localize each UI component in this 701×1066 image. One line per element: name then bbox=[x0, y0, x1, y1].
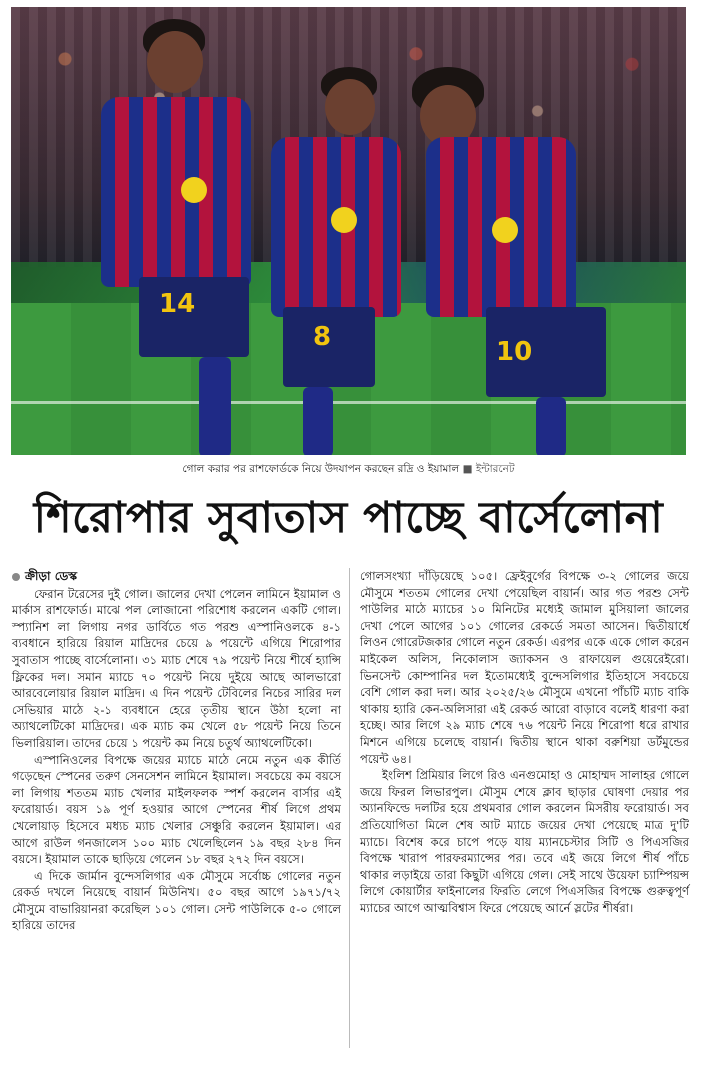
paragraph-2: এস্পানিওলের বিপক্ষে জয়ের ম্যাচে মাঠে নেমে নতুন এক কীর্তি গড়েছেন স্পেনের তরুণ সেনসেশন লামিনে ইয়ামাল। সবচেয়ে কম বয়সে লা লিগায় শততম ম্যাচ খেলার মাইলফলক স্পর্শ করলেন বার্সার এই ফরোয়ার্ড। বয়স ১৯ পূর্ণ হওয়ার আগে স্পেনের শীর্ষ লিগে প্রথম খেলোয়াড় হিসেবে মধ্যচ ম্যাচ খেলার সেঞ্চুরি করলেন ইয়ামাল। এর আগে রাউল গনজালেস ১০০ ম্যাচ খেলেছিলেন ১৯ বছর ২৮৪ দিন বয়সে। ইয়ামাল তাকে ছাড়িয়ে গেলেন ১৮ বছর ২৭২ দিন বয়সে। bbox=[12, 752, 341, 867]
headline: শিরোপার সুবাতাস পাচ্ছে বার্সেলোনা bbox=[33, 493, 664, 543]
paragraph-1: ফেরান টরেসের দুই গোল। জালের দেখা পেলেন লামিনে ইয়ামাল ও মার্কাস রাশফোর্ড। মাঝে পল লোজানো পরিশোধ করলেন একটি গোল। স্প্যানিশ লা লিগায় নগর ডার্বিতে গত পরশু এস্পানিওলকে ৪-১ ব্যবধানে হারিয়ে রিয়াল মাদ্রিদের চেয়ে ৯ পয়েন্টে এগিয়ে শিরোপার সুবাতাস পাচ্ছে বার্সেলোনা। ৩১ ম্যাচ শেষে ৭৯ পয়েন্ট নিয়ে শীর্ষে হ্যান্সি ফ্লিকের দল। সমান ম্যাচে ৭০ পয়েন্ট নিয়ে দুইয়ে আছে আলভারো আরবেলোয়ার রিয়াল মাদ্রিদ। এ দিন পয়েন্ট টেবিলের নিচের সারির দল সেভিয়ার মাঠে ২-১ ব্যবধানে হেরে তৃতীয় স্থানে উঠা হলো না অ্যাথলেটিকো মাদ্রিদের। এক ম্যাচ কম খেলে ৫৮ পয়েন্ট নিয়ে তিনে ভিলারিয়াল। তাদের চেয়ে ১ পয়েন্ট কম নিয়ে চতুর্থ অ্যাথলেটিকো। bbox=[12, 586, 341, 750]
article-column-1 bbox=[12, 568, 341, 934]
player-8 bbox=[241, 67, 411, 455]
byline bbox=[12, 568, 341, 585]
byline-text: ক্রীড়া ডেস্ক bbox=[25, 569, 78, 583]
photo-caption bbox=[11, 462, 686, 479]
news-photo bbox=[11, 7, 686, 455]
paragraph-3-part-1: এ দিকে জার্মান বুন্দেসলিগার এক মৌসুমে সর্বোচ্চ গোলের নতুন রেকর্ড দখলে নিয়েছে বায়ার্ন মিউনিখ। ৫০ বছর আগে ১৯৭১/৭২ মৌসুমে বাভারিয়ানরা করেছিল ১০১ গোল। সেন্ট পাউলিকে ৫-০ গোলে হারিয়ে তাদের bbox=[12, 868, 341, 933]
player-10 bbox=[406, 67, 636, 455]
photo-credit: ■ ইন্টারনেট bbox=[462, 463, 515, 475]
bullet-icon bbox=[12, 573, 20, 581]
column-divider bbox=[349, 568, 350, 1048]
paragraph-3-part-2: গোলসংখ্যা দাঁড়িয়েছে ১০৫। ফ্রেইবুর্গের বিপক্ষে ৩-২ গোলের জয়ে মৌসুমে শততম গোলের দেখা পেয়েছিল বায়ার্ন। আর গত পরশু সেন্ট পাউলির মাঠে ম্যাচের ১০ মিনিটের মধ্যেই জামাল মুসিয়ালা জালের দেখা পেলে আগের ১০১ গোলের রেকর্ডে সমতা আসেন। দ্বিতীয়ার্ধে লিওন গোরেটজকার গোলে নতুন রেকর্ড। এরপর একে একে গোল করেন মাইকেল অলিস, নিকোলাস জ্যাকসন ও রাফায়েল গুয়েরেইরো। ভিনসেন্ট কোম্পানির দল ইতোমধ্যেই বুন্দেসলিগার ইতিহাসে সবচেয়ে বেশি গোল করা দল। আর ২০২৫/২৬ মৌসুমে এখনো পাঁচটি ম্যাচ বাকি থাকায় হ্যারি কেন-অলিসারা এই রেকর্ড আরো বাড়াবে বলেই ধারণা করা হচ্ছে। আর লিগে ২৯ ম্যাচ শেষে ৭৬ পয়েন্ট নিয়ে শিরোপা ধরে রাখার মিশনে এগিয়ে চলেছে বায়ার্ন। দ্বিতীয় স্থানে থাকা বরুশিয়া ডর্টমুন্ডের পয়েন্ট ৬৪। bbox=[360, 569, 689, 766]
article-column-2 bbox=[360, 568, 689, 916]
jersey-number-8: 8 bbox=[313, 322, 332, 352]
paragraph-4: ইংলিশ প্রিমিয়ার লিগে রিও এনগুমোহা ও মোহাম্মদ সালাহর গোলে জয়ে ফিরল লিভারপুল। মৌসুম শেষে ক্লাব ছাড়ার ঘোষণা দেয়ার পর অ্যানফিল্ডে দলটির হয়ে প্রথমবার গোল করলেন মিসরীয় ফরোয়ার্ড। সব প্রতিযোগিতা মিলে শেষ আট ম্যাচে জয়ের দেখা পেয়েছে মাত্র দু'টি ম্যাচে। বিশেষ করে চাপে পড়ে যায় ম্যানচেস্টার সিটি ও পিএসজির বিপক্ষে খারাপ পারফরম্যান্সের পর। তবে এই জয়ে লিগে শীর্ষ পাঁচে থাকার লড়াইয়ে তারা কিছুটা এগিয়ে গেল। সেই সাথে উয়েফা চ্যাম্পিয়ন্স লিগে কোয়ার্টার ফাইনালের ফিরতি লেগে পিএসজির বিপক্ষে গুরুত্বপূর্ণ ম্যাচের আগে আত্মবিশ্বাস ফিরে পেয়েছে আর্নে স্লটের শীর্ষরা। bbox=[360, 768, 689, 915]
jersey-number-14: 14 bbox=[159, 289, 196, 319]
caption-text: গোল করার পর রাশফোর্ডকে নিয়ে উদযাপন করছেন রদ্রি ও ইয়ামাল bbox=[182, 463, 460, 475]
jersey-number-10: 10 bbox=[496, 337, 533, 367]
